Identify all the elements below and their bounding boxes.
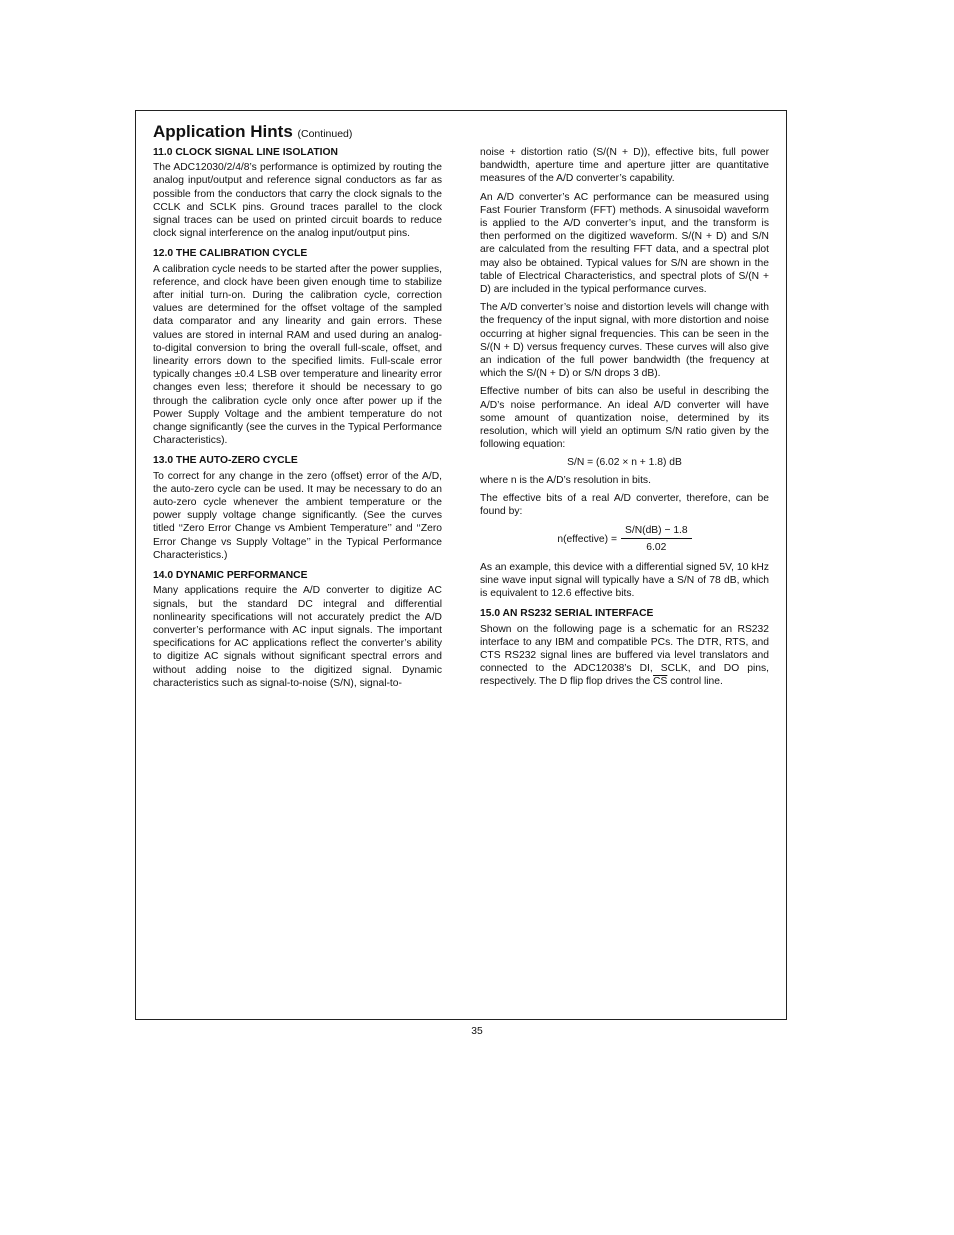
section-14-heading: 14.0 DYNAMIC PERFORMANCE	[153, 570, 308, 582]
effective-bits-paragraph: Effective number of bits can also be useful in describing the A/D’s noise performance. An ideal A/D converter will have some amount of quantization noise, determined by its resolution, which will yield an optimum S/N ratio given by the following equation:	[480, 386, 769, 451]
equation-fraction	[621, 524, 692, 554]
section-15-paragraph	[480, 623, 769, 689]
equation-numerator: S/N(dB) − 1.8	[621, 524, 692, 539]
section-13-paragraph: To correct for any change in the zero (offset) error of the A/D, the auto-zero cycle can be used. It may be necessary to do an auto-zero cycle whenever the ambient temperature or the power supply voltage change significantly. (See the curves titled ‘‘Zero Error Change vs Ambient Temperature’’ and ‘‘Zero Error Change vs Supply Voltage’’ in the Typical Performance Characteristics.)	[153, 470, 442, 561]
rs232-text-b: , and DO pins, respectively. The D flip flop drives the	[480, 663, 770, 688]
title-text: Application Hints	[153, 122, 293, 141]
fft-paragraph: An A/D converter’s AC performance can be measured using Fast Fourier Transform (FFT) methods. A sinusoidal waveform is applied to the A/D converter’s input, and the transform is then performed on the digitized waveform. S/(N + D) and S/N are calculated from the resulting FFT data, and a spectral plot may also be obtained. Typical values for S/N are shown in the table of Electrical Characteristics, and spectral plots of S/(N + D) are included in the typical performance curves.	[480, 191, 769, 296]
sclk-signal: SCLK	[660, 663, 688, 675]
effective-bits-intro: The effective bits of a real A/D converter, therefore, can be found by:	[480, 492, 769, 518]
section-13-heading: 13.0 THE AUTO-ZERO CYCLE	[153, 455, 298, 467]
resolution-note: where n is the A/D’s resolution in bits.	[480, 474, 651, 486]
dynamic-performance-continued: noise + distortion ratio (S/(N + D)), effective bits, full power bandwidth, aperture time and aperture jitter are quantitative measures of the A/D converter’s capability.	[480, 147, 769, 185]
noise-distortion-paragraph: The A/D converter’s noise and distortion levels will change with the frequency of the input signal, with more distortion and noise occurring at higher signal frequencies. This can be seen in the S/(N + D) versus frequency curves. These curves will also give an indication of the full power bandwidth (the frequency at which the S/(N + D) or S/N drops 3 dB).	[480, 302, 769, 380]
rs232-text-a: Shown on the following page is a schematic for an RS232 interface to any IBM and compatible PCs. The DTR, RTS, and CTS RS232 signal lines are buffered via level translators and connected to the ADC12038’s DI,	[480, 623, 769, 675]
rs232-text-c: control line.	[667, 676, 723, 688]
cs-signal-overlined: $\overline{CS}$	[653, 676, 668, 688]
section-12-paragraph: A calibration cycle needs to be started after the power supplies, reference, and clock have been given enough time to stabilize after initial turn-on. During the calibration cycle, correction values are determined for the offset voltage of the sampled data comparator and any linearity and gain errors. These values are stored in internal RAM and used during an analog-to-digital conversion to bring the overall full-scale, offset, and linearity errors down to the specified limits. Full-scale error typically changes ±0.4 LSB over temperature and linearity error changes even less; therefore it should be necessary to go through the calibration cycle only once after power up if the Power Supply Voltage and the ambient temperature do not change significantly (see the curves in the Typical Performance Characteristics).	[153, 263, 442, 447]
page-number: 35	[471, 1026, 483, 1037]
section-14-paragraph: Many applications require the A/D converter to digitize AC signals, but the standard DC integral and differential nonlinearity specifications will not accurately predict the A/D converter’s performance with AC input signals. The important specifications for AC applications reflect the converter’s ability to digitize AC signals without significant spectral errors and without adding noise to the digitized signal. Dynamic characteristics such as signal-to-noise (S/N), signal-to-	[153, 585, 442, 689]
example-paragraph: As an example, this device with a differential signed 5V, 10 kHz sine wave input signal will typically have a S/N of 78 dB, which is equivalent to 12.6 effective bits.	[480, 561, 769, 600]
page-title	[153, 122, 352, 142]
section-11-heading: 11.0 CLOCK SIGNAL LINE ISOLATION	[153, 147, 338, 158]
section-15-heading: 15.0 AN RS232 SERIAL INTERFACE	[480, 608, 654, 620]
sn-equation: S/N = (6.02 × n + 1.8) dB	[567, 457, 682, 469]
right-column	[480, 146, 769, 694]
continued-label: (Continued)	[297, 128, 353, 140]
section-12-heading: 12.0 THE CALIBRATION CYCLE	[153, 248, 308, 260]
section-11-paragraph: The ADC12030/2/4/8’s performance is optimized by routing the analog input/output and reference signal conductors as far as possible from the conductors that carry the clock signals to the CCLK and SCLK pins. Ground traces parallel to the clock signal traces can be used on printed circuit boards to reduce clock signal interference on the analog input/output pins.	[153, 162, 442, 240]
equation-lhs: n(effective) =	[557, 533, 617, 545]
equation-denominator: 6.02	[646, 542, 667, 554]
left-column	[153, 146, 442, 695]
effective-bits-equation	[480, 524, 769, 554]
